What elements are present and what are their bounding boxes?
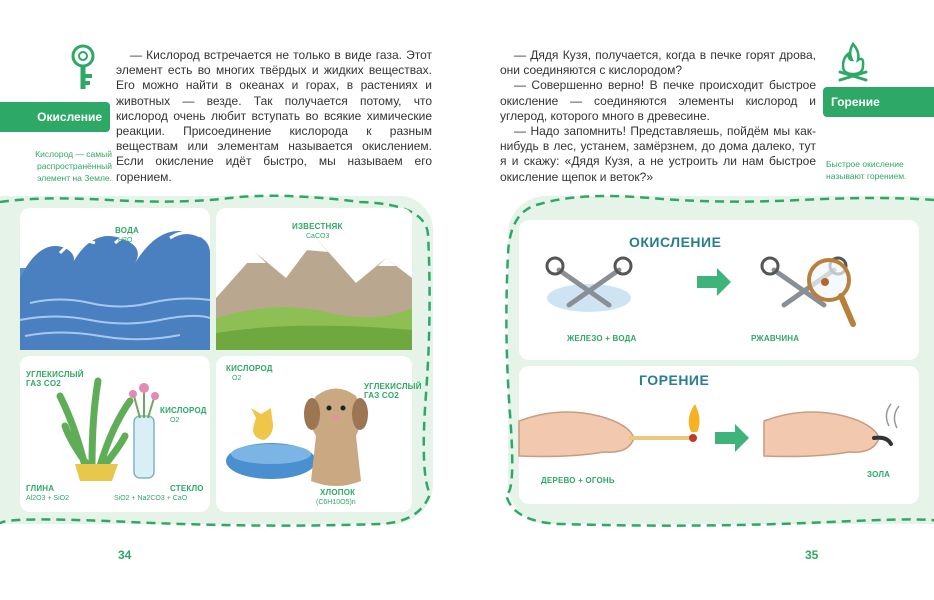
limestone-formula: CaCO3 [306, 233, 330, 240]
oxidation-title: ОКИСЛЕНИЕ [629, 234, 722, 250]
side-note-right: Быстрое окисление называют горением. [826, 159, 907, 181]
ash-label: ЗОЛА [867, 470, 891, 479]
oxygen-label: КИСЛОРОД [160, 406, 207, 415]
key-icon [68, 44, 98, 92]
panel-animals [216, 356, 422, 512]
paragraph: — Надо запомнить! Представляешь, пойдём мы как-нибудь в лес, устанем, замёрзнем, до дома далеко, тут я и скажу: «Дядя Кузя, а не устроить ли нам быстрое окисление щепок и веток?» [500, 124, 816, 184]
side-note-left: Кислород — самый распространённый элемент на Земле. [35, 149, 112, 183]
tab-label: Окисление [37, 110, 102, 124]
cotton-formula: (C6H10O5)n [316, 499, 356, 506]
cotton-label: ХЛОПОК [320, 488, 356, 497]
oxygen2-label: КИСЛОРОД [226, 364, 273, 373]
clay-formula: Al2O3 + SiO2 [26, 495, 69, 502]
campfire-icon [836, 40, 870, 84]
limestone-label: ИЗВЕСТНЯК [292, 222, 343, 231]
section-tab-oxidation [0, 102, 110, 132]
glass-formula: SiO2 + Na2CO3 + CaO [114, 495, 188, 502]
burning-title: ГОРЕНИЕ [639, 372, 710, 388]
tab-label: Горение [831, 95, 880, 109]
animals-illustration [216, 356, 422, 512]
page-number-right: 35 [805, 548, 819, 562]
water-formula: H2O [118, 237, 133, 244]
page-number-left: 34 [118, 548, 132, 562]
iron-water-label: ЖЕЛЕЗО + ВОДА [567, 334, 637, 343]
panel-water [20, 208, 210, 350]
section-tab-burning [823, 87, 934, 117]
paragraph: — Кислород встречается не только в виде газа. Этот элемент есть во многих твёрдых и жидких веществах. Его можно найти в океанах и горах, в растениях и животных — везде. Так получается потому, что кислород очень любит вступать во всякие химические реакции. Присоединение кислорода к разным веществам или элементам называется окислением. Если окисление идёт быстро, мы называем его горением. [116, 48, 432, 184]
oxygen2-formula: O2 [232, 375, 242, 382]
clay-label: ГЛИНА [26, 484, 55, 493]
body-text-left [116, 48, 432, 185]
paragraph: — Дядя Кузя, получается, когда в печке горят дрова, они соединяются с кислородом? [500, 48, 816, 78]
panel-burning [519, 366, 919, 504]
panel-oxidation [519, 220, 919, 360]
glass-label: СТЕКЛО [170, 484, 204, 493]
rust-label: РЖАВЧИНА [751, 334, 800, 343]
body-text-right [500, 48, 816, 185]
oxygen-formula: O2 [170, 417, 180, 424]
paragraph: — Совершенно верно! В печке происходит быстрое окисление — соединяются элементы кислород и углерод, которого много в древесине. [500, 78, 816, 123]
panel-plants [20, 356, 210, 512]
co2b-label: УГЛЕКИСЛЫЙ ГАЗ CO2 [364, 382, 422, 400]
panel-mountains [216, 208, 412, 350]
water-label: ВОДА [115, 226, 139, 235]
co2-label: УГЛЕКИСЛЫЙ ГАЗ CO2 [26, 370, 84, 388]
wood-fire-label: ДЕРЕВО + ОГОНЬ [541, 476, 615, 485]
